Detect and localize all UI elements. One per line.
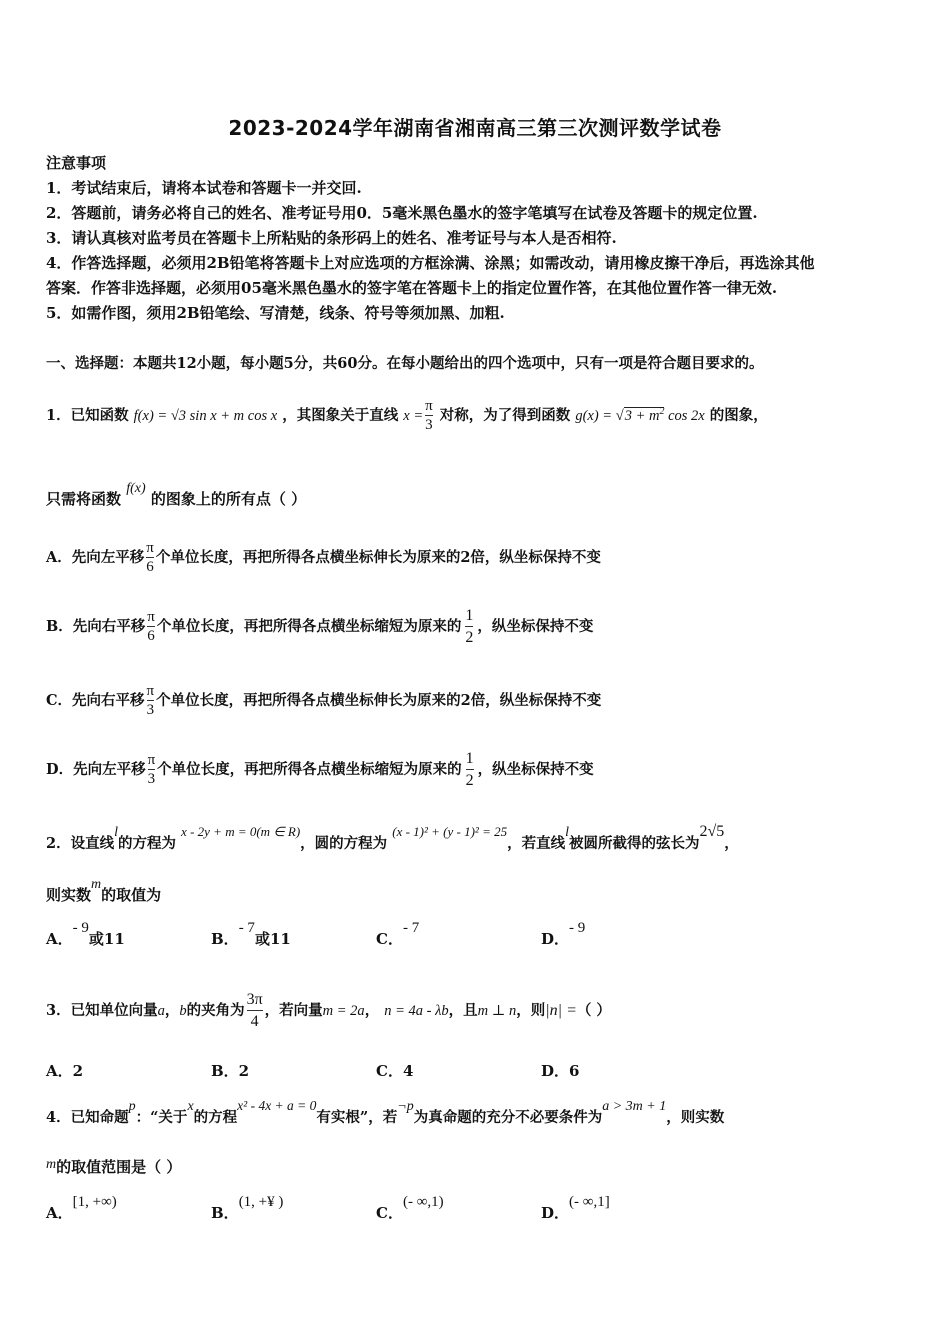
question-4: 4．已知命题p：“关于x的方程x² - 4x + a = 0有实根”，若¬p为真命题的充分不必要条件为a > 3m + 1，则实数	[46, 1098, 725, 1126]
q1-text: ，其图象关于直线	[282, 407, 399, 424]
q1-function-f: f(x)	[126, 481, 146, 496]
option-d[interactable]: D．先向左平移 $\frac{\pi}{3}$ 个单位长度，再把所得各点横坐标缩短为原来的 $\frac{1}{2}$ ，纵坐标保持不变	[46, 750, 594, 789]
page-title: 2023-2024学年湖南省湘南高三第三次测评数学试卷	[228, 116, 722, 140]
question-1: 1．已知函数 f(x) = √3 sin x + m cos x ，其图象关于直线 x = $\frac{\pi}{3}$ 对称，为了得到函数 $g(x) = √3 + m^2$ cos 2x 的图象，	[46, 398, 768, 433]
notice-item: 3．请认真核对监考员在答题卡上所粘贴的条形码上的姓名、准考证号与本人是否相符.	[46, 229, 617, 247]
option-b[interactable]: B．先向右平移 $\frac{\pi}{6}$ 个单位长度，再把所得各点横坐标缩短为原来的 $\frac{1}{2}$ ，纵坐标保持不变	[46, 607, 594, 646]
q1-text: 的图象，	[709, 407, 768, 424]
q1-radicand: $3 + m^2$	[624, 406, 665, 424]
option-d[interactable]: D．- 9	[541, 920, 586, 948]
option-c[interactable]: C．先向右平移 $\frac{\pi}{3}$ 个单位长度，再把所得各点横坐标伸长为原来的2倍，纵坐标保持不变	[46, 683, 602, 718]
q1-label: 1．已知函数	[46, 407, 129, 424]
q1-line-x: x =	[403, 408, 424, 424]
option-c[interactable]: C．(- ∞,1)	[376, 1194, 444, 1222]
option-b[interactable]: B．- 7或11	[211, 920, 291, 948]
option-a[interactable]: A．2	[46, 1062, 84, 1080]
question-2-line2: 则实数m的取值为	[46, 877, 162, 904]
question-4-line2: m的取值范围是（ ）	[46, 1157, 182, 1176]
option-d[interactable]: D．(- ∞,1]	[541, 1194, 610, 1222]
question-3: 3．已知单位向量a，b的夹角为 $\frac{3\pi}{4}$ ，若向量m = 2a， n = 4a - λb，且m ⊥ n，则|n| =（ ）	[46, 991, 611, 1030]
notice-item: 1．考试结束后，请将本试卷和答题卡一并交回.	[46, 179, 362, 197]
notice-item: 4．作答选择题，必须用2B铅笔将答题卡上对应选项的方框涂满、涂黑；如需改动，请用橡皮擦干净后，再选涂其他	[46, 254, 815, 272]
question-2: 2．设直线l的方程为 x - 2y + m = 0(m ∈ R)，圆的方程为 (x - 1)² + (y - 1)² = 25，若直线l被圆所截得的弦长为2√5，	[46, 823, 739, 852]
option-c[interactable]: C．- 7	[376, 920, 420, 948]
option-a[interactable]: A．- 9或11	[46, 920, 125, 948]
notice-item: 5．如需作图，须用2B铅笔绘、写清楚，线条、符号等须加黑、加粗.	[46, 304, 505, 322]
notice-item: 答案．作答非选择题，必须用05毫米黑色墨水的签字笔在答题卡上的指定位置作答，在其他位置作答一律无效.	[46, 279, 778, 297]
q1-function-f: f(x) = √3 sin x + m cos x	[133, 408, 278, 424]
q1-text: 只需将函数	[46, 490, 122, 508]
q1-fraction: $\frac{\pi}{3}$	[425, 398, 433, 433]
option-a[interactable]: A．先向左平移 $\frac{\pi}{6}$ 个单位长度，再把所得各点横坐标伸长为原来的2倍，纵坐标保持不变	[46, 540, 601, 575]
q1-text: 的图象上的所有点（ ）	[150, 490, 307, 508]
notice-item: 2．答题前，请务必将自己的姓名、准考证号用0．5毫米黑色墨水的签字笔填写在试卷及答题卡的规定位置.	[46, 204, 758, 222]
q1-text: 对称，为了得到函数	[439, 407, 571, 424]
option-c[interactable]: C．4	[376, 1062, 414, 1080]
q1-function-g: g(x) =	[575, 408, 616, 424]
question-1-line2	[46, 481, 307, 509]
section-heading: 一、选择题：本题共12小题，每小题5分，共60分。在每小题给出的四个选项中，只有一项是符合题目要求的。	[46, 355, 764, 372]
option-b[interactable]: B．(1, +¥ )	[211, 1194, 284, 1222]
notice-heading: 注意事项	[46, 154, 107, 172]
option-d[interactable]: D．6	[541, 1062, 580, 1080]
option-b[interactable]: B．2	[211, 1062, 250, 1080]
option-a[interactable]: A．[1, +∞)	[46, 1194, 117, 1222]
q1-cos: cos 2x	[664, 408, 705, 424]
